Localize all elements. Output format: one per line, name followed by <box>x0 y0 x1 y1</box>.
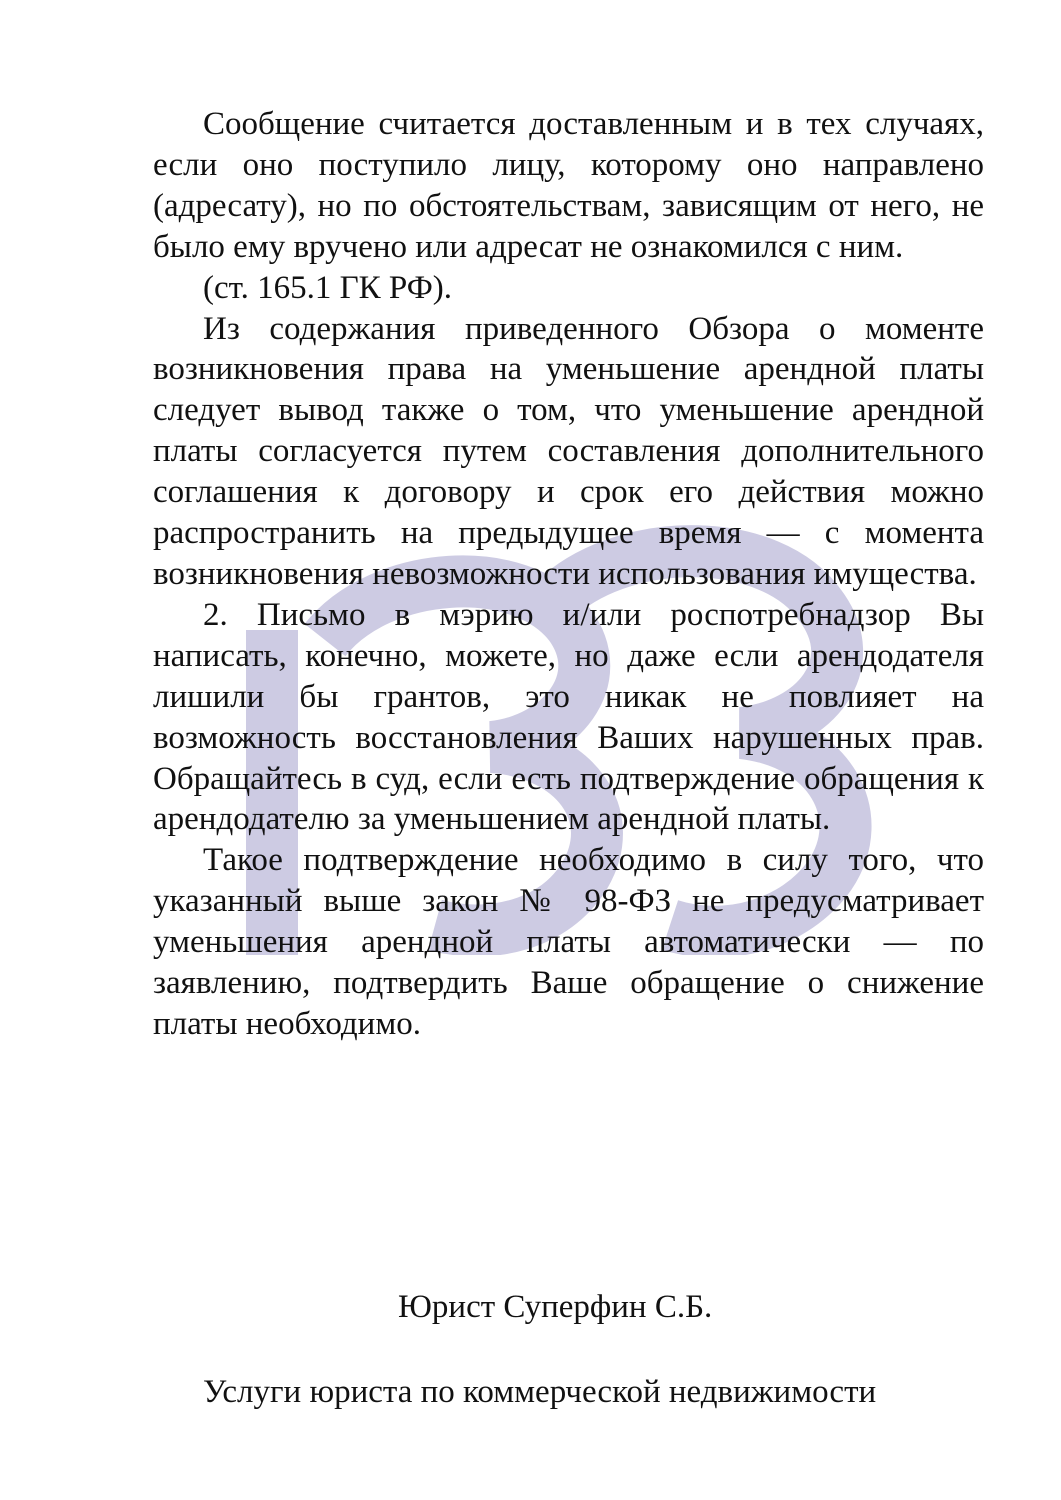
body-text <box>153 104 984 1045</box>
signature: Юрист Суперфин С.Б. <box>398 1289 713 1325</box>
paragraph-delivery: Сообщение считается доставленным и в тех случаях, если оно поступило лицу, которому оно направлено (адресату), но по обстоятельствам, зависящим от него, не было ему вручено или адресат не ознакомился с ним. <box>153 106 984 265</box>
paragraph-citation: (ст. 165.1 ГК РФ). <box>203 269 453 306</box>
services-line: Услуги юриста по коммерческой недвижимости <box>203 1374 877 1410</box>
paragraph-confirmation: Такое подтверждение необходимо в силу того, что указанный выше закон № 98-ФЗ не предусматривает уменьшения арендной платы автоматически — по заявлению, подтвердить Ваше обращение о снижение платы необходимо. <box>153 842 984 1042</box>
paragraph-letter: 2. Письмо в мэрию и/или роспотребнадзор Вы написать, конечно, можете, но даже если арендодателя лишили бы грантов, это никак не повлияет на возможность восстановления Ваших нарушенных прав. Обращайтесь в суд, если есть подтверждение обращения к арендодателю за уменьшением арендной платы. <box>153 596 984 838</box>
paragraph-review: Из содержания приведенного Обзора о моменте возникновения права на уменьшение арендной платы следует вывод также о том, что уменьшение арендной платы согласуется путем составления дополнительного соглашения к договору и срок его действия можно распространить на предыдущее время — с момента возникновения невозможности использования имущества. <box>153 310 984 592</box>
